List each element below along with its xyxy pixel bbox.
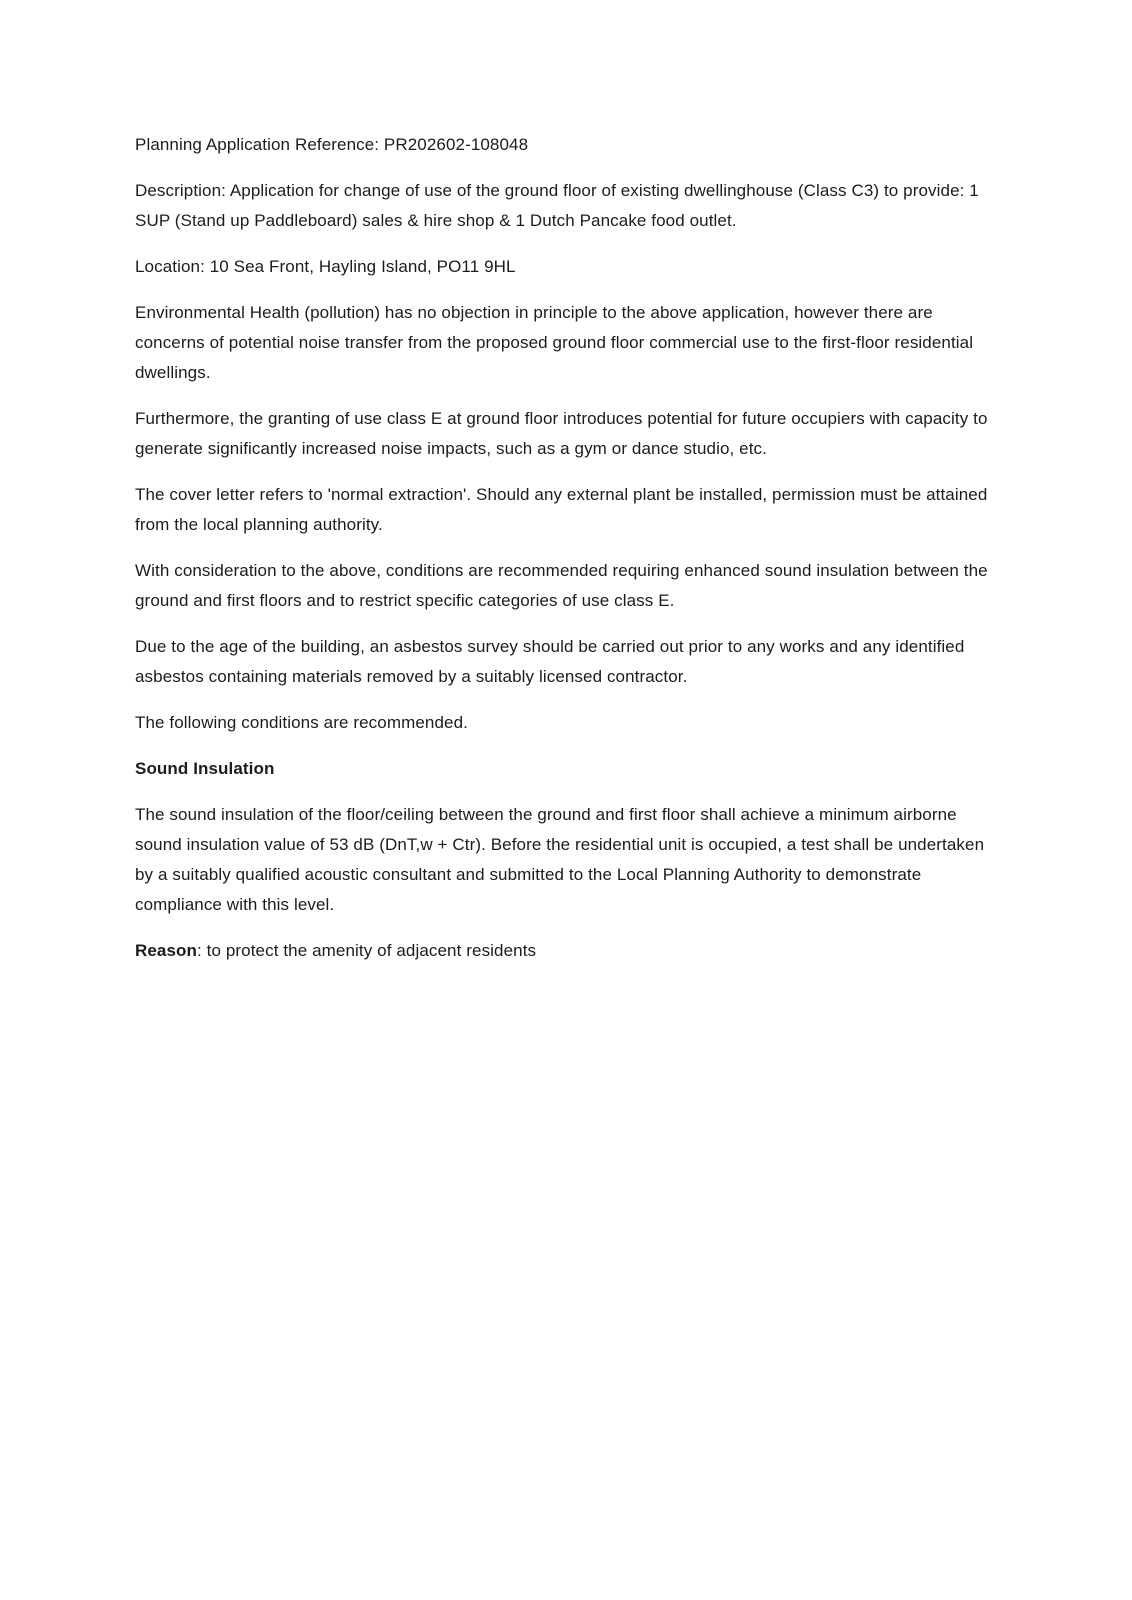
paragraph-cover-letter: The cover letter refers to 'normal extraction'. Should any external plant be installed, permission must be attained from the local planning authority.: [135, 485, 988, 534]
paragraph-asbestos: Due to the age of the building, an asbestos survey should be carried out prior to any works and any identified asbestos containing materials removed by a suitably licensed contractor.: [135, 637, 965, 686]
heading-sound-insulation: Sound Insulation: [135, 759, 275, 778]
paragraph-sound-insulation-body: The sound insulation of the floor/ceiling between the ground and first floor shall achieve a minimum airborne sound insulation value of 53 dB (DnT,w + Ctr). Before the residential unit is occupied, a test shall be undertaken by a suitably qualified acoustic consultant and submitted to the Local Planning Authority to demonstrate compliance with this level.: [135, 805, 985, 914]
description-line: Description: Application for change of use of the ground floor of existing dwellinghouse (Class C3) to provide: 1 SUP (Stand up Paddleboard) sales & hire shop & 1 Dutch Pancake food outlet.: [135, 181, 979, 230]
planning-reference-line: Planning Application Reference: PR202602-108048: [135, 135, 529, 154]
paragraph-furthermore: Furthermore, the granting of use class E at ground floor introduces potential for future occupiers with capacity to generate significantly increased noise impacts, such as a gym or dance studio, etc.: [135, 409, 988, 458]
paragraph-reason: [135, 936, 997, 966]
reason-label: Reason: [135, 941, 198, 960]
paragraph-consideration: With consideration to the above, conditions are recommended requiring enhanced sound insulation between the ground and first floors and to restrict specific categories of use class E.: [135, 561, 988, 610]
location-line: Location: 10 Sea Front, Hayling Island, PO11 9HL: [135, 257, 516, 276]
paragraph-environmental-health: Environmental Health (pollution) has no objection in principle to the above application, however there are concerns of potential noise transfer from the proposed ground floor commercial use to the first-floor residential dwellings.: [135, 303, 974, 382]
paragraph-conditions-intro: The following conditions are recommended.: [135, 713, 468, 732]
reason-text: : to protect the amenity of adjacent residents: [197, 941, 537, 960]
